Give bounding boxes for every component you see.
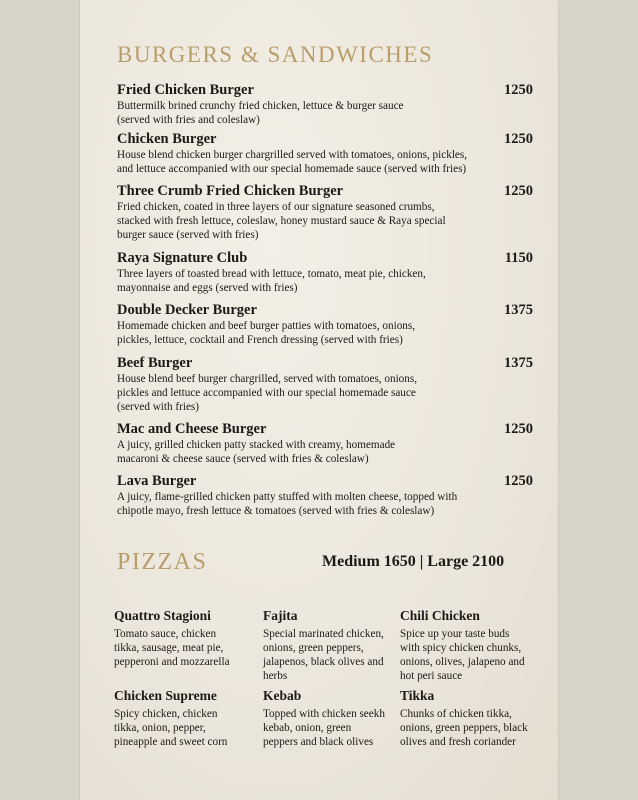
pizzas-section-title: PIZZAS xyxy=(117,549,208,575)
pizza-description: Spice up your taste buds with spicy chicken chunks, onions, olives, jalapeno and hot peri sauce xyxy=(400,628,525,682)
menu-item xyxy=(117,82,533,127)
pizza-name: Chili Chicken xyxy=(400,608,480,623)
pizza-description: Topped with chicken seekh kebab, onion, green peppers and black olives xyxy=(263,708,385,748)
item-price: 1250 xyxy=(504,473,533,489)
menu-item xyxy=(117,250,533,295)
pizza-item xyxy=(263,608,391,683)
item-description: A juicy, flame-grilled chicken patty stuffed with molten cheese, topped with chipotle mayo, fresh lettuce & tomatoes (served with fries & coleslaw) xyxy=(117,491,458,517)
menu-item xyxy=(117,355,533,414)
item-price: 1250 xyxy=(504,421,533,437)
menu-item xyxy=(117,131,533,176)
item-name: Mac and Cheese Burger xyxy=(117,421,267,437)
pizza-item xyxy=(400,608,528,683)
item-description: Buttermilk brined crunchy fried chicken, lettuce & burger sauce (served with fries and coleslaw) xyxy=(117,100,404,126)
pizza-item xyxy=(400,688,528,749)
item-description: Fried chicken, coated in three layers of our signature seasoned crumbs, stacked with fresh lettuce, coleslaw, honey mustard sauce & Raya special burger sauce (served with fries) xyxy=(117,201,446,241)
pizza-description: Spicy chicken, chicken tikka, onion, pepper, pineapple and sweet corn xyxy=(114,708,228,748)
item-price: 1250 xyxy=(504,131,533,147)
pizza-name: Tikka xyxy=(400,688,435,703)
item-description: House blend chicken burger chargrilled served with tomatoes, onions, pickles, and lettuce accompanied with our special homemade sauce (served with fries) xyxy=(117,149,468,175)
menu-item xyxy=(117,183,533,242)
pizza-item xyxy=(114,608,242,669)
item-description: House blend beef burger chargrilled, served with tomatoes, onions, pickles and lettuce accompanied with our special homemade sauce (served with fries) xyxy=(117,373,418,413)
pizza-item xyxy=(114,688,242,749)
pizza-description: Tomato sauce, chicken tikka, sausage, meat pie, pepperoni and mozzarella xyxy=(114,628,230,668)
pizza-price-line: Medium 1650 | Large 2100 xyxy=(322,553,505,570)
pizza-name: Fajita xyxy=(263,608,298,623)
pizza-description: Special marinated chicken, onions, green peppers, jalapenos, black olives and herbs xyxy=(263,628,384,682)
item-price: 1150 xyxy=(504,250,533,266)
item-price: 1375 xyxy=(504,302,533,318)
item-name: Chicken Burger xyxy=(117,131,217,147)
pizza-name: Chicken Supreme xyxy=(114,688,217,703)
item-name: Double Decker Burger xyxy=(117,302,257,318)
item-description: A juicy, grilled chicken patty stacked with creamy, homemade macaroni & cheese sauce (served with fries & coleslaw) xyxy=(117,439,396,465)
item-description: Three layers of toasted bread with lettuce, tomato, meat pie, chicken, mayonnaise and eggs (served with fries) xyxy=(117,268,426,294)
menu-item xyxy=(117,473,533,518)
item-price: 1375 xyxy=(504,355,533,371)
item-name: Raya Signature Club xyxy=(117,250,248,266)
pizza-name: Quattro Stagioni xyxy=(114,608,211,623)
pizza-item xyxy=(263,688,391,749)
burgers-section-title: BURGERS & SANDWICHES xyxy=(117,42,434,67)
item-name: Beef Burger xyxy=(117,355,193,371)
pizza-name: Kebab xyxy=(263,688,302,703)
item-price: 1250 xyxy=(504,183,533,199)
item-name: Lava Burger xyxy=(117,473,197,489)
item-name: Three Crumb Fried Chicken Burger xyxy=(117,183,344,199)
item-description: Homemade chicken and beef burger patties with tomatoes, onions, pickles, lettuce, cocktail and French dressing (served with fries) xyxy=(117,320,416,346)
menu-item xyxy=(117,421,533,466)
item-price: 1250 xyxy=(504,82,533,98)
item-name: Fried Chicken Burger xyxy=(117,82,254,98)
pizza-description: Chunks of chicken tikka, onions, green peppers, black olives and fresh coriander xyxy=(400,708,528,748)
menu-item xyxy=(117,302,533,347)
